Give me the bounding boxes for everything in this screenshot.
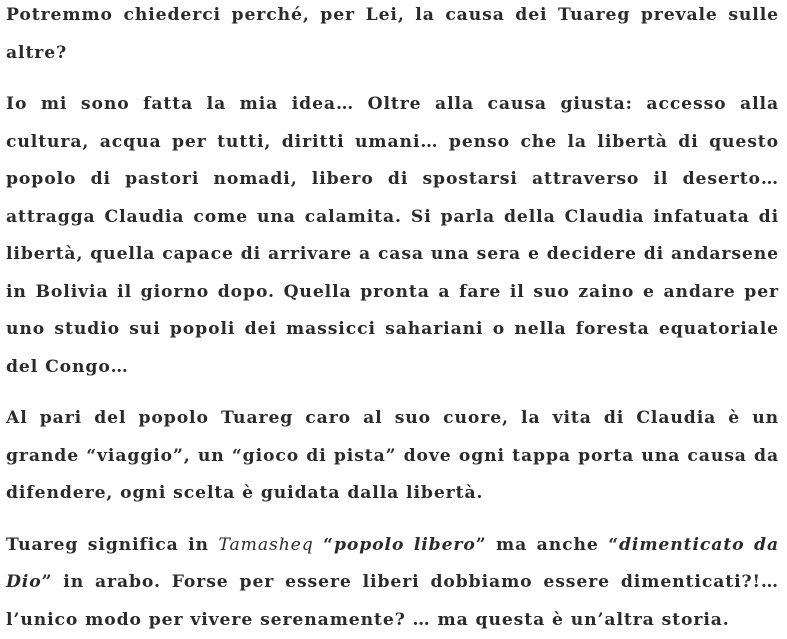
text-segment: “ <box>314 535 334 555</box>
language-name-tamasheq: Tamasheq <box>218 535 313 555</box>
paragraph-question: Potremmo chiederci perché, per Lei, la causa dei Tuareg prevale sulle altre? <box>6 0 779 72</box>
paragraph-tuareg-meaning <box>6 527 779 639</box>
paragraph-opinion: Io mi sono fatta la mia idea… Oltre alla causa giusta: accesso alla cultura, acqua per tutti, diritti umani… penso che la libertà di questo popolo di pastori nomadi, libero di spostarsi attraverso il deserto… attragga Claudia come una calamita. Si parla della Claudia infatuata di libertà, quella capace di arrivare a casa una sera e decidere di andarsene in Bolivia il giorno dopo. Quella pronta a fare il suo zaino e andare per uno studio sui popoli dei massicci sahariani o nella foresta equatoriale del Congo… <box>6 86 779 386</box>
text-segment: ” in arabo. Forse per essere liberi dobbiamo essere dimenticati?!… l’unico modo per vivere serenamente? … ma questa è un’altra storia. <box>6 572 779 630</box>
paragraph-journey: Al pari del popolo Tuareg caro al suo cuore, la vita di Claudia è un grande “viaggio”, un “gioco di pista” dove ogni tappa porta una causa da difendere, ogni scelta è guidata dalla libertà. <box>6 400 779 513</box>
emphasis-dimenticato-da-dio: dimenticato da Dio <box>6 535 779 593</box>
text-segment: Tuareg significa in <box>6 535 218 555</box>
emphasis-popolo-libero: popolo libero <box>334 535 476 555</box>
text-segment: ” ma anche “ <box>476 535 619 555</box>
